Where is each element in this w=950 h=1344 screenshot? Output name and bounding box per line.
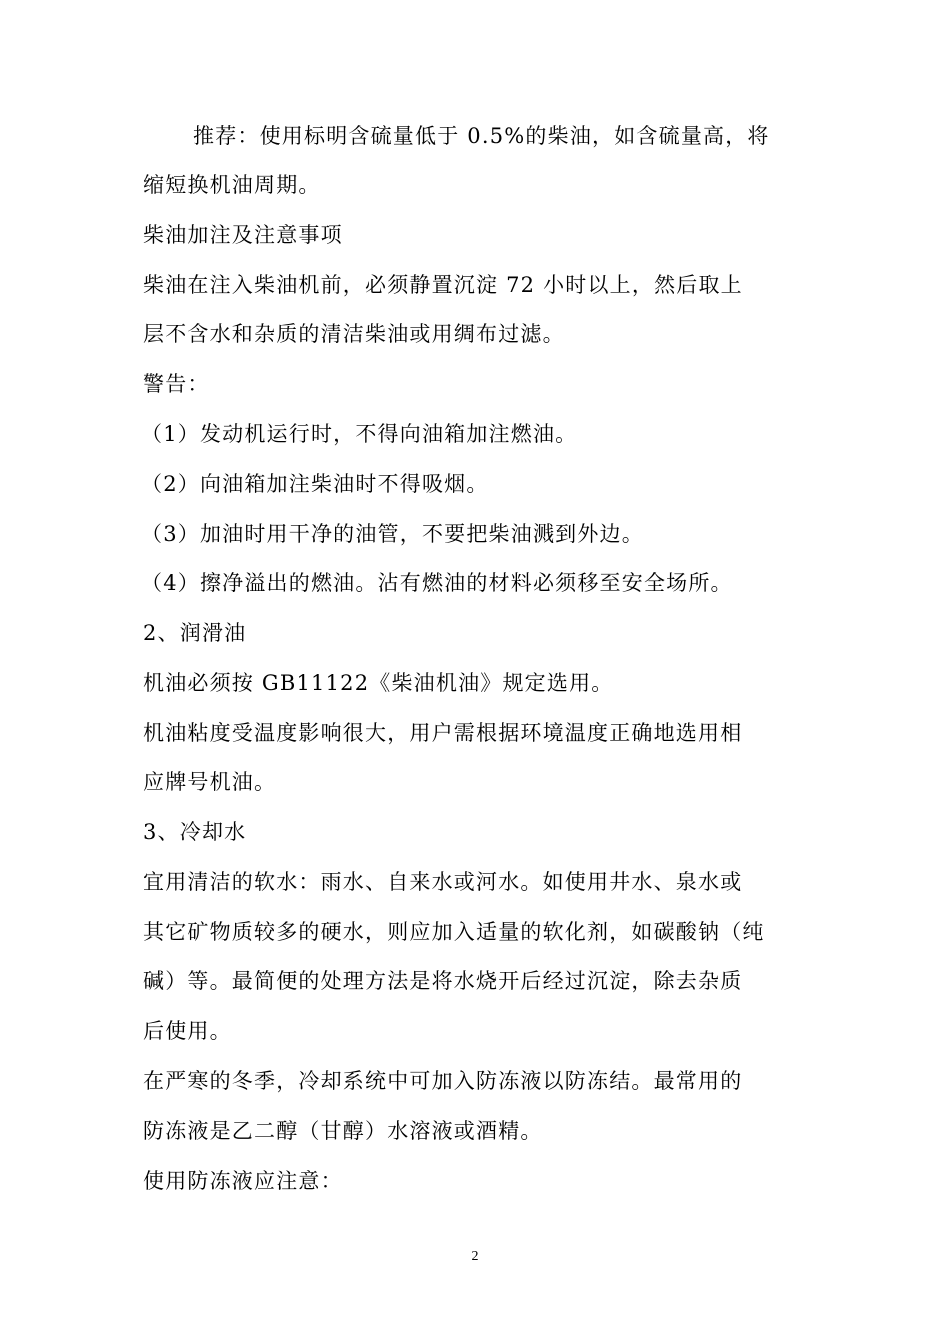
warning-item: （4）擦净溢出的燃油。沾有燃油的材料必须移至安全场所。 <box>141 571 733 595</box>
text-line: 使用防冻液应注意： <box>143 1169 343 1193</box>
warning-heading: 警告： <box>143 372 210 396</box>
text-line: 应牌号机油。 <box>143 770 277 794</box>
page-number: 2 <box>471 1249 479 1264</box>
warning-item: （2）向油箱加注柴油时不得吸烟。 <box>141 472 489 496</box>
text-line: 防冻液是乙二醇（甘醇）水溶液或酒精。 <box>143 1119 543 1143</box>
text-line: 后使用。 <box>143 1019 232 1043</box>
text-line: 机油粘度受温度影响很大，用户需根据环境温度正确地选用相 <box>143 721 743 745</box>
text-line: 层不含水和杂质的清洁柴油或用绸布过滤。 <box>143 322 565 346</box>
section-heading: 2、润滑油 <box>143 621 247 645</box>
text-line: 其它矿物质较多的硬水，则应加入适量的软化剂，如碳酸钠（纯 <box>143 920 765 944</box>
text-line: 在严寒的冬季，冷却系统中可加入防冻液以防冻结。最常用的 <box>143 1069 743 1093</box>
section-heading: 3、冷却水 <box>143 820 247 844</box>
text-line: 缩短换机油周期。 <box>143 173 321 197</box>
warning-item: （1）发动机运行时，不得向油箱加注燃油。 <box>141 422 578 446</box>
text-line: 推荐：使用标明含硫量低于 0.5%的柴油，如含硫量高，将 <box>193 124 770 148</box>
warning-item: （3）加油时用干净的油管，不要把柴油溅到外边。 <box>141 522 644 546</box>
text-line: 碱）等。最简便的处理方法是将水烧开后经过沉淀，除去杂质 <box>143 969 743 993</box>
text-line: 机油必须按 GB11122《柴油机油》规定选用。 <box>143 671 614 695</box>
text-line: 宜用清洁的软水：雨水、自来水或河水。如使用井水、泉水或 <box>143 870 743 894</box>
text-line: 柴油在注入柴油机前，必须静置沉淀 72 小时以上，然后取上 <box>143 273 743 297</box>
section-heading: 柴油加注及注意事项 <box>143 223 343 247</box>
